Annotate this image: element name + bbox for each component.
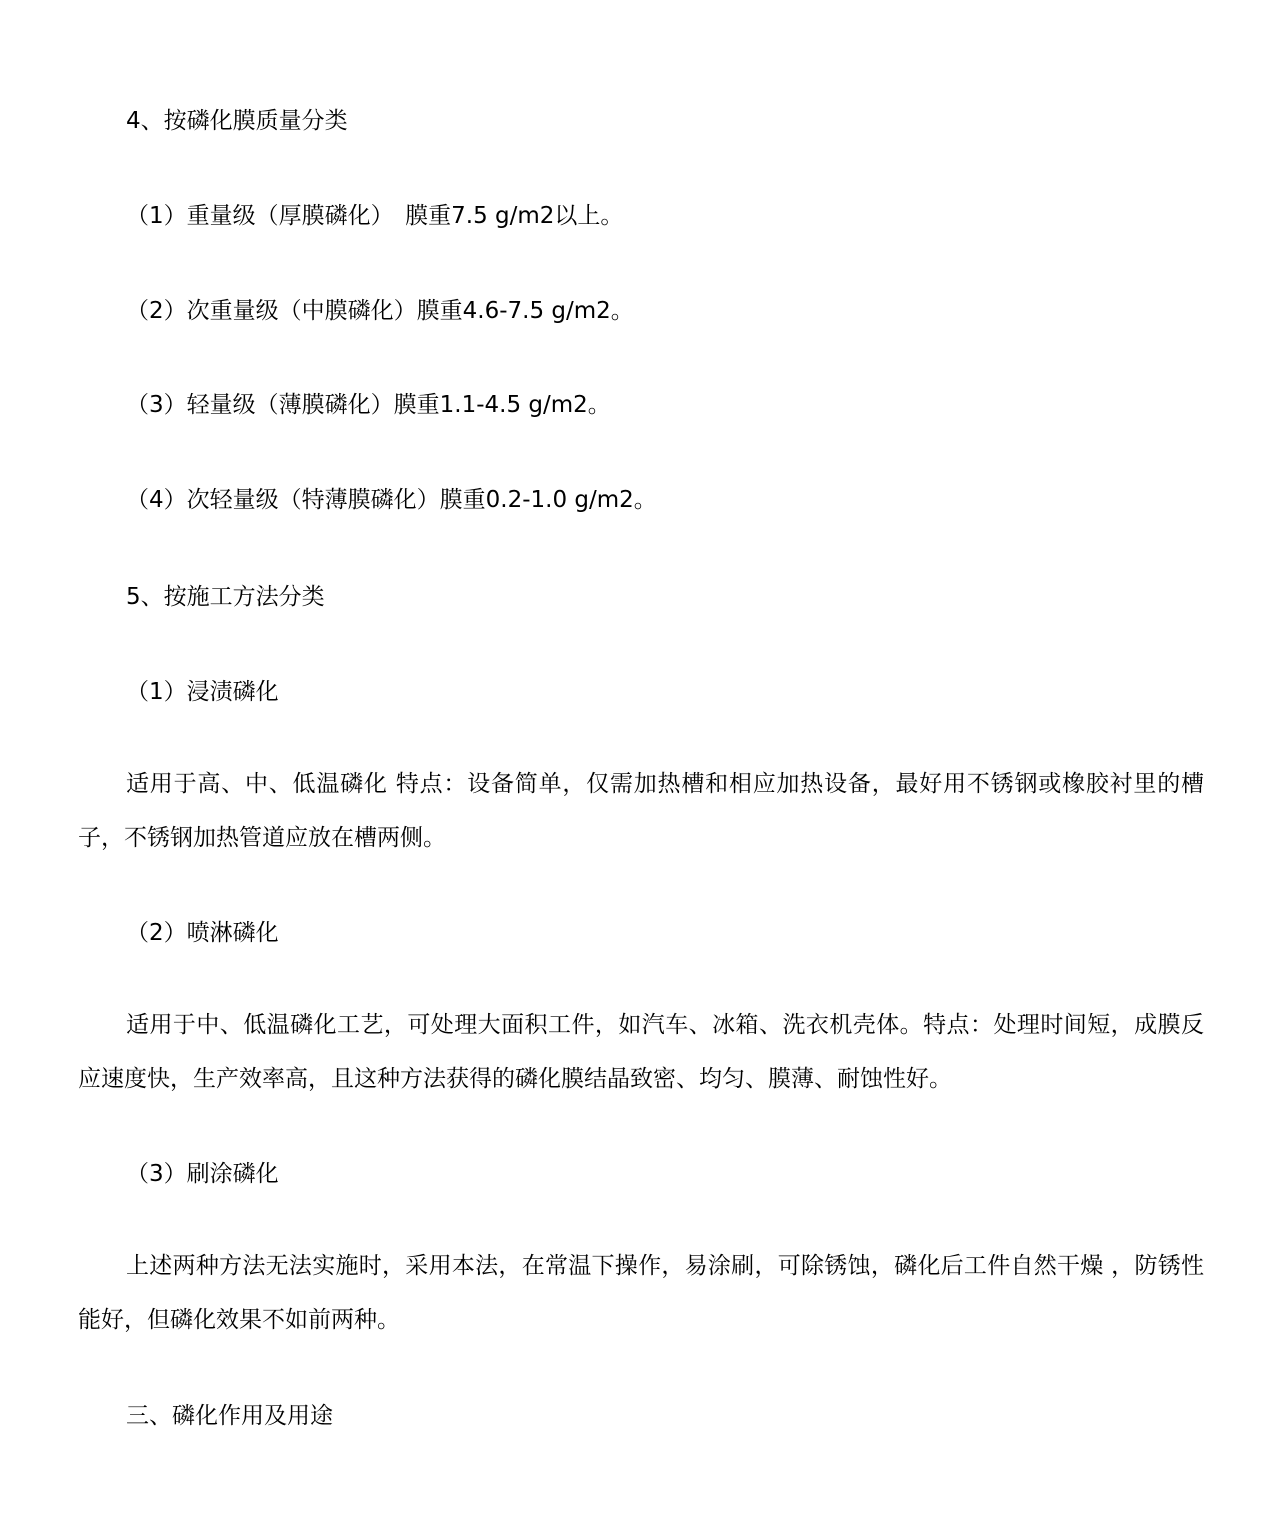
section-heading-3: 三、磷化作用及用途 [126, 1403, 333, 1429]
paragraph-immersion: 适用于高、中、低温磷化 特点：设备简单，仅需加热槽和相应加热设备，最好用不锈钢或橡胶衬里的槽子，不锈钢加热管道应放在槽两侧。 [78, 771, 1204, 851]
list-item-4-3: （3）轻量级（薄膜磷化）膜重1.1-4.5 g/m2。 [126, 392, 611, 418]
list-item-4-2: （2）次重量级（中膜磷化）膜重4.6-7.5 g/m2。 [126, 298, 634, 324]
list-item-5-3: （3）刷涂磷化 [126, 1161, 279, 1187]
list-item-4-4: （4）次轻量级（特薄膜磷化）膜重0.2-1.0 g/m2。 [126, 487, 657, 513]
section-heading-5: 5、按施工方法分类 [126, 584, 325, 610]
list-item-4-1: （1）重量级（厚膜磷化） 膜重7.5 g/m2以上。 [126, 203, 624, 229]
paragraph-spray: 适用于中、低温磷化工艺，可处理大面积工件，如汽车、冰箱、洗衣机壳体。特点：处理时间短，成膜反应速度快，生产效率高，且这种方法获得的磷化膜结晶致密、均匀、膜薄、耐蚀性好。 [78, 1012, 1204, 1092]
list-item-5-2: （2）喷淋磷化 [126, 920, 279, 946]
paragraph-brush: 上述两种方法无法实施时，采用本法，在常温下操作，易涂刷，可除锈蚀，磷化后工件自然干燥 ，防锈性能好，但磷化效果不如前两种。 [78, 1253, 1204, 1333]
list-item-5-1: （1）浸渍磷化 [126, 679, 279, 705]
section-heading-4: 4、按磷化膜质量分类 [126, 108, 348, 134]
